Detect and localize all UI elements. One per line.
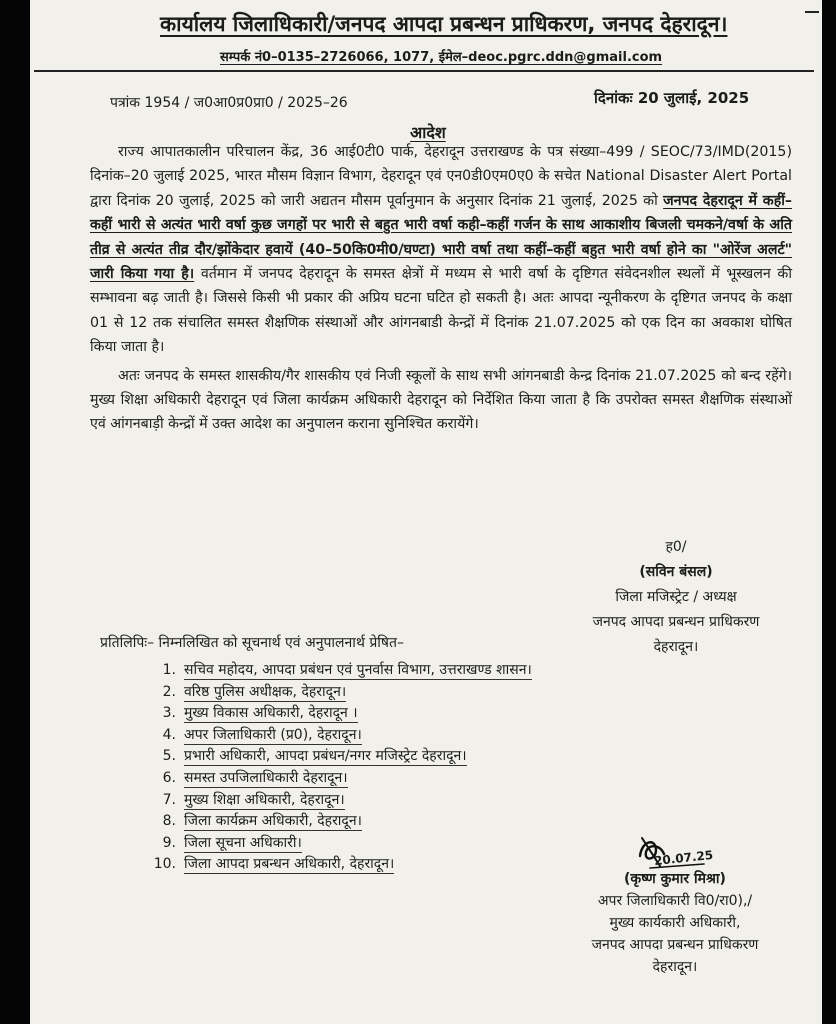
order-paragraph-2 [90, 364, 792, 437]
signed-mark: ह0/ [665, 539, 687, 555]
para1-closing: वर्तमान में जनपद देहरादून के समस्त क्षेत्रों में मध्यम से भारी वर्षा के दृष्टिगत संवेदनशील स्थलों में भूस्खलन की सम्भावना बढ़ जाती है। जिससे किसी भी प्रकार की अप्रिय घटना घटित हो सकती है। अतः आपदा न्यूनीकरण के दृष्टिगत जनपद के कक्षा 01 से 12 तक संचालित समस्त शैक्षणिक संस्थाओं और आंगनबाडी केन्द्रों में दिनांक 21.07.2025 को एक दिन का अवकाश घोषित किया जाता है। [90, 266, 792, 356]
order-paragraph-1 [90, 140, 792, 360]
header-divider [34, 70, 814, 72]
second-signatory-block [550, 868, 800, 978]
letter-date: दिनांकः 20 जुलाई, 2025 [594, 89, 750, 107]
second-signatory-place: देहरादून। [652, 959, 698, 975]
list-item: 10. जिला आपदा प्रबन्धन अधिकारी, देहरादून। [153, 856, 395, 873]
list-item: 9. जिला सूचना अधिकारी। [162, 834, 302, 851]
orange-alert-text: जनपद देहरादून में कहीं–कहीं भारी से अत्यंत भारी वर्षा कुछ जगहों पर भारी से बहुत भारी वर्षा कही–कहीं गर्जन के साथ आकाशीय बिजली चमकने/वर्षा के अति तीव्र से अत्यंत तीव्र दौर/झोंकेदार हवायें (40–50कि0मी0/घण्टा) भारी वर्षा तथा कहीं–कहीं बहुत भारी वर्षा होने का "ओरेंज अलर्ट" जारी किया गया है। [90, 192, 792, 283]
list-item: 7. मुख्य शिक्षा अधिकारी, देहरादून। [162, 791, 345, 808]
signatory-block [556, 535, 796, 660]
second-signatory-authority: जनपद आपदा प्रबन्धन प्राधिकरण [591, 937, 759, 953]
list-item: 4. अपर जिलाधिकारी (प्र0), देहरादून। [162, 726, 362, 743]
order-body [90, 140, 792, 437]
copy-to-list [150, 660, 532, 876]
list-item: 6. समस्त उपजिलाधिकारी देहरादून। [162, 769, 348, 786]
list-item: 8. जिला कार्यक्रम अधिकारी, देहरादून। [162, 813, 362, 830]
corner-mark-icon [805, 10, 819, 18]
handwritten-date: 20.07.25 [653, 847, 714, 869]
second-signatory-role: मुख्य कार्यकारी अधिकारी, [609, 915, 741, 931]
second-signatory-name: (कृष्ण कुमार मिश्रा) [624, 871, 726, 887]
signatory-authority: जनपद आपदा प्रबन्धन प्राधिकरण [592, 614, 760, 630]
para2-text: अतः जनपद के समस्त शासकीय/गैर शासकीय एवं निजी स्कूलों के साथ सभी आंगनबाडी केन्द्र दिनांक 21.07.2025 को बन्द रहेंगे। मुख्य शिक्षा अधिकारी देहरादून एवं जिला कार्यक्रम अधिकारी देहरादून को निर्देशित किया जाता है कि उपरोक्त समस्त शैक्षणिक संस्थाओं एवं आंगनबाड़ी केन्द्रों में उक्त आदेश का अनुपालन कराना सुनिश्चित करायेंगे। [90, 367, 792, 433]
contact-line: सम्पर्क नं0–0135–2726066, 1077, ईमेल–deoc.pgrc.ddn@gmail.com [220, 50, 663, 65]
signatory-name: (सविन बंसल) [639, 564, 713, 580]
second-signatory-designation: अपर जिलाधिकारी वि0/रा0),/ [597, 893, 753, 909]
list-item: 1. सचिव महोदय, आपदा प्रबंधन एवं पुनर्वास विभाग, उत्तराखण्ड शासन। [162, 662, 532, 678]
list-item: 2. वरिष्ठ पुलिस अधीक्षक, देहरादून। [162, 683, 347, 700]
signatory-place: देहरादून। [653, 639, 699, 655]
para1-intro: राज्य आपातकालीन परिचालन केंद्र, 36 आई0टी0 पार्क, देहरादून उत्तराखण्ड के पत्र संख्या–499 / SEOC/73/IMD(2015) दिनांक–20 जुलाई 2025, भारत मौसम विज्ञान विभाग, देहरादून एवं एन0डी0एम0ए0 के सचेत National Disaster Alert Portal द्वारा दिनांक 20 जुलाई, 2025 को जारी अद्यतन मौसम पूर्वानुमान के अनुसार दिनांक 21 जुलाई, 2025 को [90, 144, 792, 209]
document-page [30, 0, 822, 1024]
signatory-designation: जिला मजिस्ट्रेट / अध्यक्ष [615, 589, 737, 605]
copy-to-heading: प्रतिलिपिः– निम्नलिखित को सूचनार्थ एवं अनुपालनार्थ प्रेषित– [100, 635, 404, 651]
order-title: आदेश [410, 123, 446, 142]
list-item: 3. मुख्य विकास अधिकारी, देहरादून । [162, 705, 358, 722]
office-title: कार्यालय जिलाधिकारी/जनपद आपदा प्रबन्धन प्राधिकरण, जनपद देहरादून। [160, 12, 728, 36]
letter-number: पत्रांक 1954 / ज0आ0प्र0प्रा0 / 2025–26 [110, 95, 348, 111]
list-item: 5. प्रभारी अधिकारी, आपदा प्रबंधन/नगर मजिस्ट्रेट देहरादून। [162, 748, 467, 765]
